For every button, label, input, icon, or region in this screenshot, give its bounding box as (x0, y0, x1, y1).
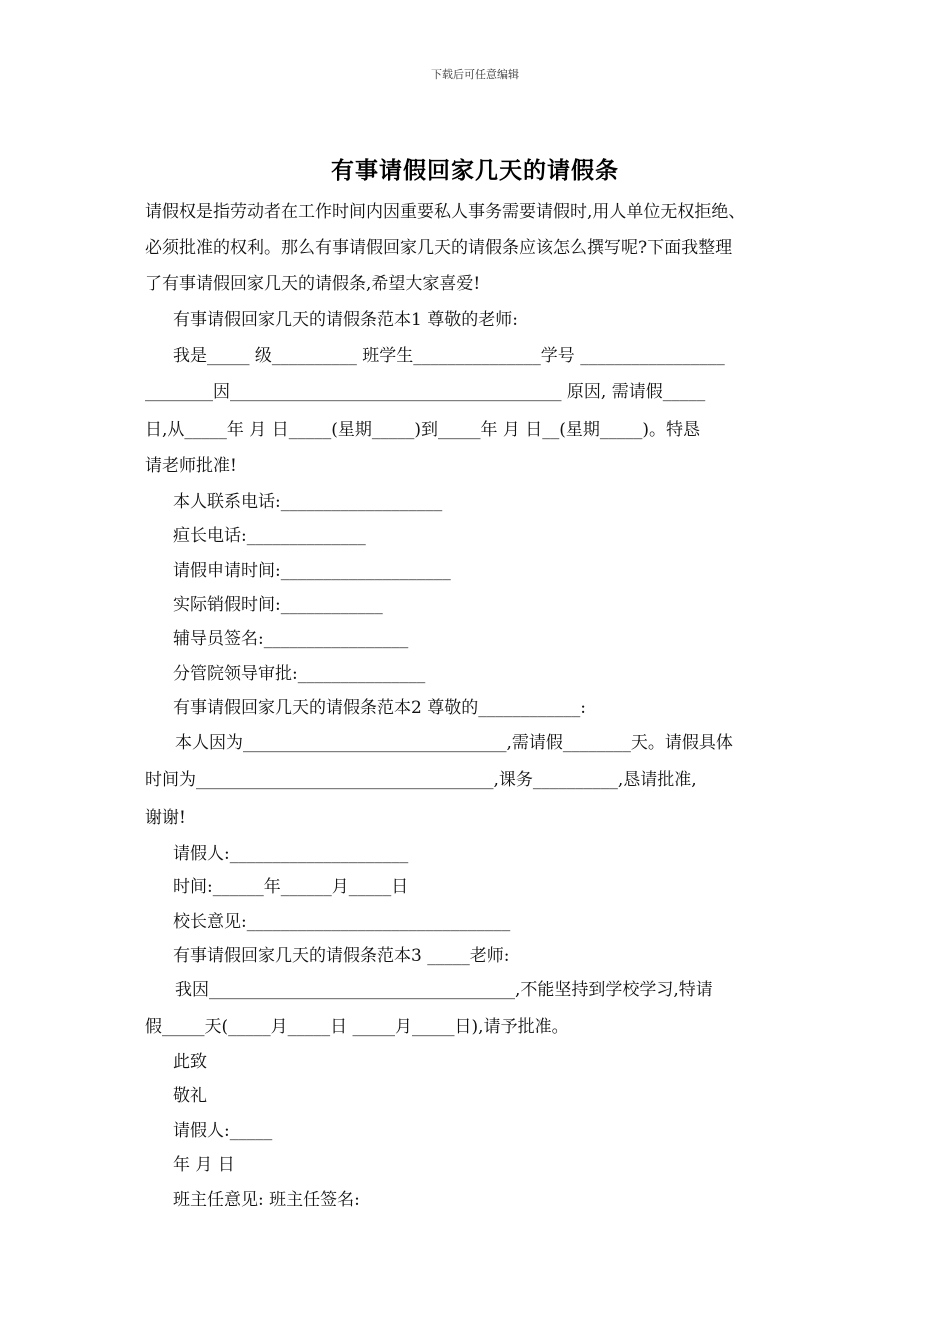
form-line: 本人因为_______________________________,需请假________天。请假具体 (175, 733, 733, 753)
document-title: 有事请假回家几天的请假条 (331, 157, 619, 184)
form-line: 请老师批准! (145, 456, 237, 476)
header-note: 下载后可任意编辑 (431, 68, 519, 81)
form-field-line: 疸长电话:______________ (173, 526, 366, 546)
paragraph-line: 请假权是指劳动者在工作时间内因重要私人事务需要请假时,用人单位无权拒绝、 (145, 202, 746, 222)
form-field-line: 本人联系电话:___________________ (173, 492, 443, 512)
paragraph-line: 必须批准的权利。那么有事请假回家几天的请假条应该怎么撰写呢?下面我整理 (145, 238, 733, 258)
form-field-line: 分管院领导审批:_______________ (173, 664, 426, 684)
form-line: 时间为___________________________________,课务__________,恳请批准, (145, 770, 697, 790)
form-line: 日,从_____年 月 日_____(星期_____)到_____年 月 日__(星期_____)。特恳 (145, 420, 701, 440)
section-heading-2: 有事请假回家几天的请假条范本2 尊敬的____________: (173, 698, 586, 718)
form-line: 假_____天(_____月_____日 _____月_____日),请予批准。 (145, 1017, 569, 1037)
form-line: 我是_____ 级__________ 班学生_______________学号 _________________ (173, 346, 725, 366)
section-heading-3: 有事请假回家几天的请假条范本3 _____老师: (173, 946, 510, 966)
form-field-line: 班主任意见: 班主任签名: (173, 1190, 360, 1210)
form-field-line: 实际销假时间:____________ (173, 595, 383, 615)
form-field-line: 时间:______年______月_____日 (173, 877, 409, 897)
paragraph-line: 了有事请假回家几天的请假条,希望大家喜爱! (145, 274, 481, 294)
form-line: 谢谢! (145, 808, 186, 828)
form-line: ________因_______________________________________ 原因, 需请假_____ (145, 382, 706, 402)
form-line: 我因____________________________________,不能坚持到学校学习,特请 (175, 980, 713, 1000)
form-field-line: 请假人:_____________________ (173, 844, 409, 864)
form-field-line: 年 月 日 (173, 1155, 235, 1175)
closing-line: 此致 (173, 1052, 207, 1072)
form-field-line: 请假人:_____ (173, 1121, 273, 1141)
section-heading-1: 有事请假回家几天的请假条范本1 尊敬的老师: (173, 310, 518, 330)
form-field-line: 校长意见:_______________________________ (173, 912, 511, 932)
closing-line: 敬礼 (173, 1086, 207, 1106)
form-field-line: 请假申请时间:____________________ (173, 561, 451, 581)
form-field-line: 辅导员签名:_________________ (173, 629, 409, 649)
